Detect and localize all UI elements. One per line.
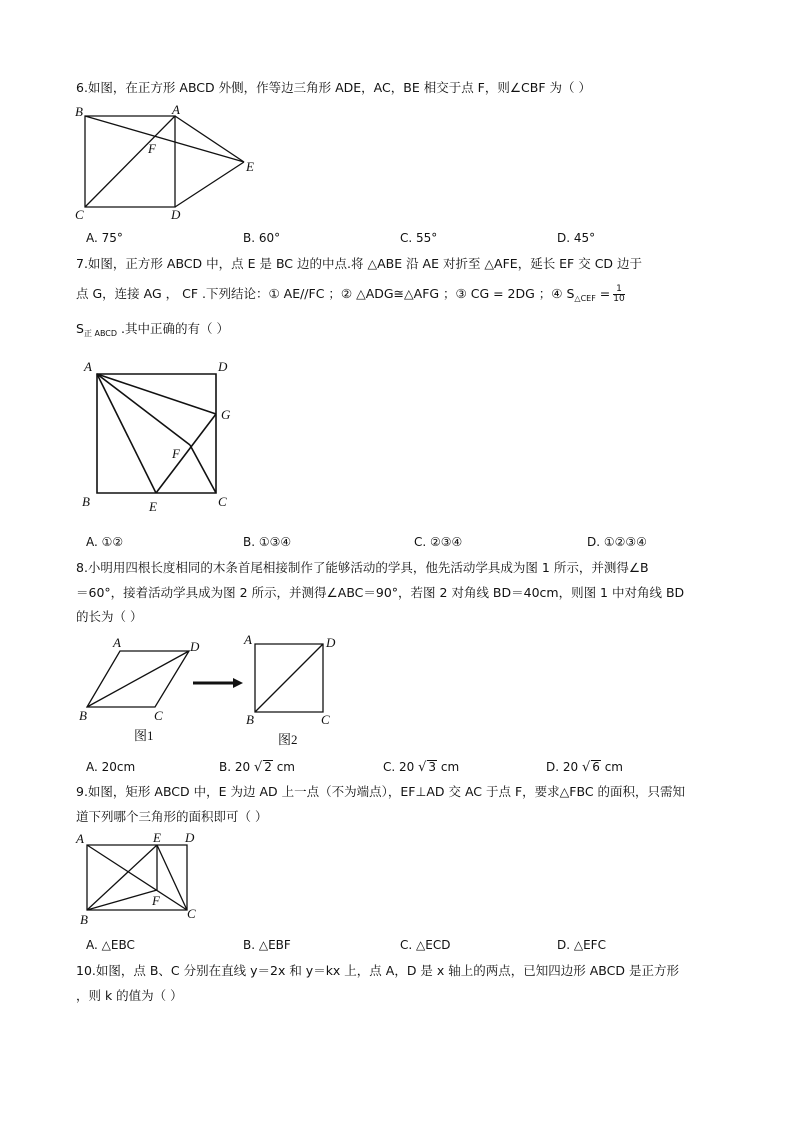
q6-label-A: A <box>172 102 180 117</box>
q8-optC-post: cm <box>437 760 460 774</box>
q9-option-c: C. △ECD <box>400 938 451 952</box>
q6-option-a: A. 75° <box>86 231 123 245</box>
q7-line3-rest: .其中正确的有（ ） <box>117 321 229 336</box>
q9-option-a: A. △EBC <box>86 938 135 952</box>
q7-line3 <box>76 320 229 343</box>
q8-fig1-label-A: A <box>113 635 121 650</box>
q9-label-D: D <box>185 830 195 845</box>
q10-line2: ，则 k 的值为（ ） <box>76 988 183 1003</box>
q9-label-A: A <box>76 831 84 846</box>
q7-sub-cef: △CEF <box>574 294 596 303</box>
q8-optD-post: cm <box>600 760 623 774</box>
q7-label-G: G <box>221 407 231 422</box>
q8-fig1-label-C: C <box>154 708 163 723</box>
q7-line1: 7.如图，正方形 ABCD 中，点 E 是 BC 边的中点.将 △ABE 沿 AE 对折至 △AFE，延长 EF 交 CD 边于 <box>76 256 643 271</box>
q6-label-D: D <box>171 207 181 222</box>
q7-label-C: C <box>218 494 227 509</box>
q6-line-BE <box>85 116 244 162</box>
q8-option-c <box>383 759 459 776</box>
q8-option-b <box>219 759 295 776</box>
q8-fig1-label-D: D <box>190 639 200 654</box>
q7-line-AG <box>97 374 216 414</box>
q9-label-E: E <box>153 830 161 845</box>
q8-line1: 8.小明用四根长度相同的木条首尾相接制作了能够活动的学具，他先活动学具成为图 1 所示，并测得∠B <box>76 560 649 575</box>
q6-line-DE <box>175 162 244 207</box>
q7-line-AE <box>97 374 156 493</box>
q9-option-d: D. △EFC <box>557 938 606 952</box>
q8-option-d <box>546 759 623 776</box>
q7-line2 <box>76 285 625 308</box>
radical-icon: √ <box>418 760 427 775</box>
q7-figure <box>78 355 248 515</box>
q8-fig2-label-C: C <box>321 712 330 727</box>
q6-label-F: F <box>148 141 156 156</box>
q7-label-F: F <box>172 446 180 461</box>
q7-label-E: E <box>149 499 157 514</box>
q8-optC-pre: C. 20 <box>383 760 419 774</box>
q8-line3: 的长为（ ） <box>76 609 143 624</box>
q7-option-a: A. ①② <box>86 535 124 549</box>
q8-line2: ＝60°，接着活动学具成为图 2 所示，并测得∠ABC＝90°，若图 2 对角线 BD＝40cm，则图 1 中对角线 BD <box>76 585 685 600</box>
q7-frac-num: 1 <box>613 285 624 295</box>
q7-label-A: A <box>84 359 92 374</box>
q7-sub-abcd: 正 ABCD <box>83 329 118 338</box>
q7-line-FC <box>190 445 216 493</box>
q8-fig1-diagonal-BD <box>87 651 189 707</box>
q8-fig2-caption: 图2 <box>278 732 298 747</box>
q7-frac-den: 10 <box>613 294 625 304</box>
q10-line1: 10.如图，点 B、C 分别在直线 y＝2x 和 y＝kx 上，点 A，D 是 x 轴上的两点，已知四边形 ABCD 是正方形 <box>76 963 679 978</box>
q8-optB-radicand: 2 <box>264 760 272 774</box>
radical-icon: √ <box>581 760 591 775</box>
q8-fig2-label-B: B <box>246 712 254 727</box>
q7-label-D: D <box>218 359 228 374</box>
q8-arrow-head <box>233 678 243 688</box>
q7-square <box>97 374 216 493</box>
q8-fig1-caption: 图1 <box>134 728 154 743</box>
q7-fraction <box>613 285 624 304</box>
q8-fig2-label-A: A <box>244 632 252 647</box>
q6-line-AE <box>175 116 244 162</box>
q9-label-B: B <box>80 912 88 927</box>
q7-line-AF <box>97 374 190 445</box>
q9-figure <box>70 828 210 930</box>
q8-optD-radicand: 6 <box>592 760 600 774</box>
q9-line1: 9.如图，矩形 ABCD 中，E 为边 AD 上一点（不为端点），EF⊥AD 交 AC 于点 F，要求△FBC 的面积，只需知 <box>76 784 686 799</box>
q8-fig1-label-B: B <box>79 708 87 723</box>
q7-option-d: D. ①②③④ <box>587 535 647 549</box>
q6-text: 6.如图，在正方形 ABCD 外侧，作等边三角形 ADE，AC，BE 相交于点 F，则∠CBF 为（ ） <box>76 80 591 95</box>
q9-line2: 道下列哪个三角形的面积即可（ ） <box>76 809 268 824</box>
q6-option-d: D. 45° <box>557 231 596 245</box>
q6-option-b: B. 60° <box>243 231 281 245</box>
q9-label-C: C <box>187 906 196 921</box>
q6-figure <box>70 100 270 225</box>
q9-option-b: B. △EBF <box>243 938 291 952</box>
q6-label-E: E <box>246 159 254 174</box>
q7-line3-S: S <box>76 321 84 336</box>
q7-line2-main: 点 G，连接 AG ， CF .下列结论：① AE//FC ；② △ADG≅△AFG ；③ CG = 2DG ；④ S <box>76 286 575 301</box>
q7-line2-eq: = <box>595 286 611 301</box>
q8-option-a: A. 20cm <box>86 760 136 774</box>
q7-option-b: B. ①③④ <box>243 535 292 549</box>
q8-fig2-diagonal-BD <box>255 644 323 712</box>
q8-optB-post: cm <box>272 760 295 774</box>
radical-icon: √ <box>253 760 263 775</box>
q8-optB-pre: B. 20 <box>219 760 254 774</box>
q8-optC-radicand: 3 <box>428 760 437 774</box>
q6-label-B: B <box>75 104 83 119</box>
q8-fig2-label-D: D <box>326 635 336 650</box>
q6-option-c: C. 55° <box>400 231 438 245</box>
q7-label-B: B <box>82 494 90 509</box>
q8-optD-pre: D. 20 <box>546 760 582 774</box>
q8-figure <box>70 630 350 755</box>
q9-label-F: F <box>152 893 160 908</box>
q7-option-c: C. ②③④ <box>414 535 463 549</box>
q6-label-C: C <box>75 207 84 222</box>
